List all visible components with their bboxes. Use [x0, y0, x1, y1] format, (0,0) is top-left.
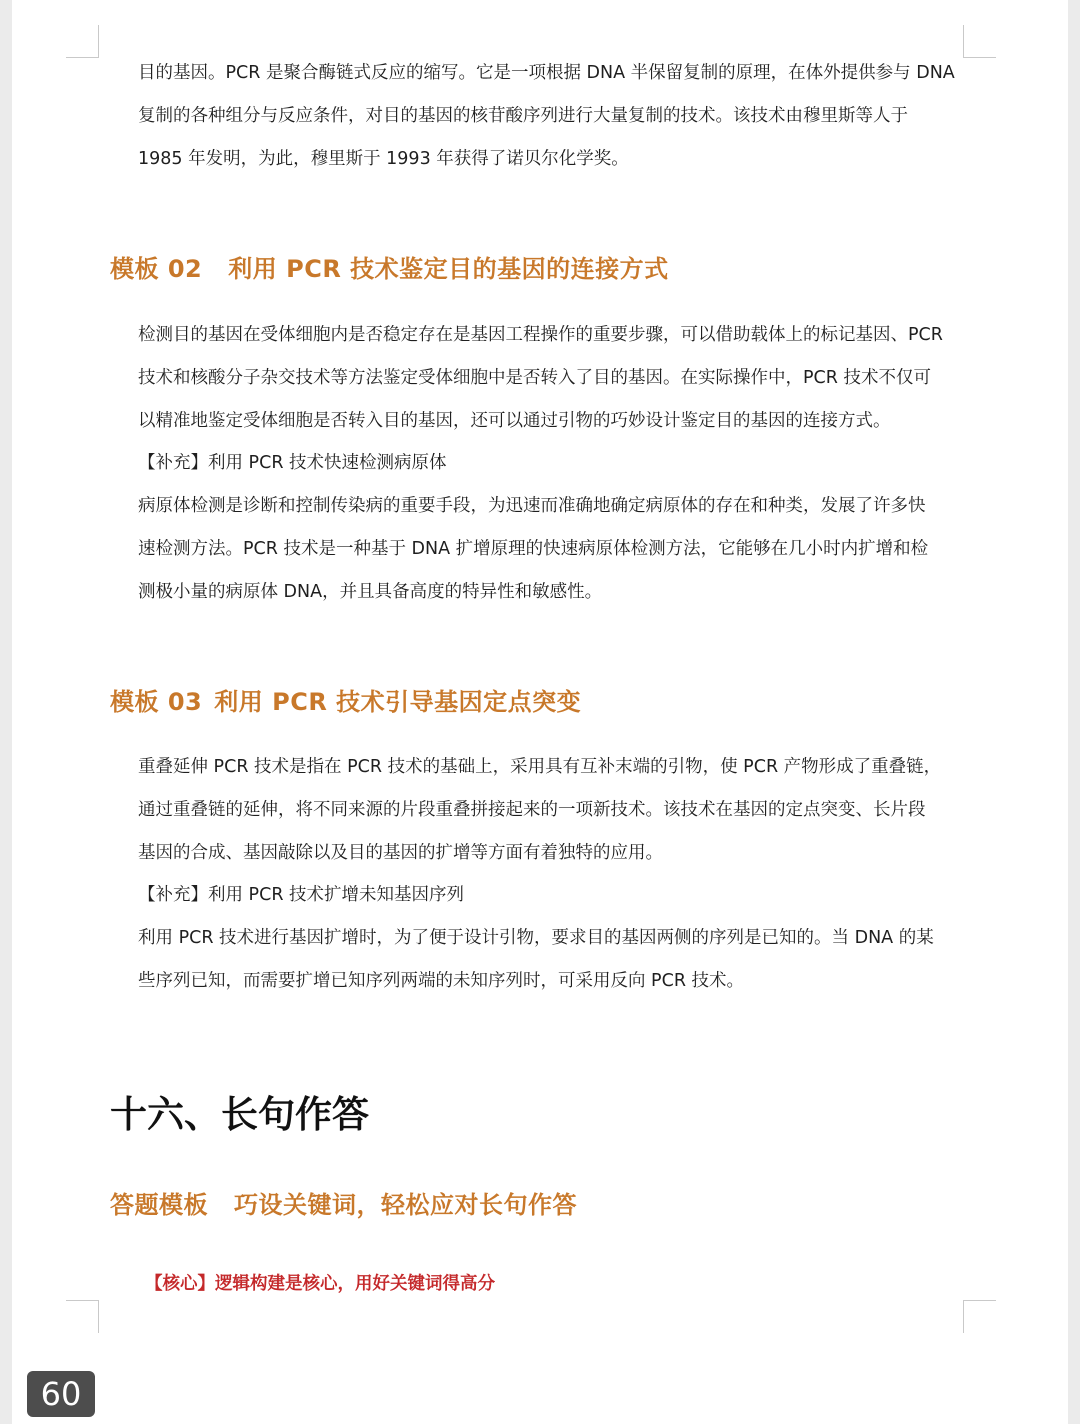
section-02-paragraph	[138, 314, 978, 443]
section-03-paragraph	[138, 746, 978, 875]
section-03-title: 利用 PCR 技术引导基因定点突变	[214, 688, 582, 716]
section-02-line: 检测目的基因在受体细胞内是否稳定存在是基因工程操作的重要步骤，可以借助载体上的标记基因、PCR	[138, 325, 943, 345]
section-03-supplement-line: 些序列已知，而需要扩增已知序列两端的未知序列时，可采用反向 PCR 技术。	[138, 971, 745, 991]
section-02-supplement-line: 速检测方法。PCR 技术是一种基于 DNA 扩增原理的快速病原体检测方法，它能够在几小时内扩增和检	[138, 539, 929, 559]
section-03-line: 重叠延伸 PCR 技术是指在 PCR 技术的基础上，采用具有互补末端的引物，使 PCR 产物形成了重叠链，	[138, 757, 942, 777]
section-03-line: 通过重叠链的延伸，将不同来源的片段重叠拼接起来的一项新技术。该技术在基因的定点突变、长片段	[138, 800, 926, 820]
section-03-line: 基因的合成、基因敲除以及目的基因的扩增等方面有着独特的应用。	[138, 843, 663, 863]
section-02-heading	[110, 252, 669, 286]
section-03-supplement-title: 【补充】利用 PCR 技术扩增未知基因序列	[138, 885, 465, 905]
section-03-supplement-paragraph	[138, 917, 978, 1003]
intro-paragraph	[138, 52, 978, 181]
section-02-supplement-title: 【补充】利用 PCR 技术快速检测病原体	[138, 453, 447, 473]
crop-mark-bottom-right	[963, 1300, 996, 1333]
crop-mark-top-left	[66, 25, 99, 58]
section-02-title: 利用 PCR 技术鉴定目的基因的连接方式	[228, 255, 669, 283]
chapter-title: 十六、长句作答	[110, 1093, 369, 1136]
section-02-line: 技术和核酸分子杂交技术等方法鉴定受体细胞中是否转入了目的基因。在实际操作中，PCR 技术不仅可	[138, 368, 931, 388]
section-02-supplement-paragraph	[138, 485, 978, 614]
intro-line: 1985 年发明，为此，穆里斯于 1993 年获得了诺贝尔化学奖。	[138, 149, 629, 169]
answer-template-heading	[110, 1188, 577, 1222]
section-02-line: 以精准地鉴定受体细胞是否转入目的基因，还可以通过引物的巧妙设计鉴定目的基因的连接方式。	[138, 411, 891, 431]
section-02-supplement-line: 病原体检测是诊断和控制传染病的重要手段，为迅速而准确地确定病原体的存在和种类，发展了许多快	[138, 496, 926, 516]
intro-line: 目的基因。PCR 是聚合酶链式反应的缩写。它是一项根据 DNA 半保留复制的原理，在体外提供参与 DNA	[138, 63, 955, 83]
page-number-badge: 60	[27, 1371, 95, 1417]
section-03-supplement-line: 利用 PCR 技术进行基因扩增时，为了便于设计引物，要求目的基因两侧的序列是已知的。当 DNA 的某	[138, 928, 934, 948]
section-02-label: 模板 02	[110, 255, 203, 283]
crop-mark-bottom-left	[66, 1300, 99, 1333]
section-03-heading	[110, 685, 581, 719]
answer-template-label: 答题模板	[110, 1191, 208, 1219]
core-note: 【核心】逻辑构建是核心，用好关键词得高分	[145, 1274, 495, 1294]
section-03-label: 模板 03	[110, 688, 203, 716]
section-02-supplement-line: 测极小量的病原体 DNA，并且具备高度的特异性和敏感性。	[138, 582, 603, 602]
answer-template-title: 巧设关键词，轻松应对长句作答	[234, 1191, 577, 1219]
intro-line: 复制的各种组分与反应条件，对目的基因的核苷酸序列进行大量复制的技术。该技术由穆里斯等人于	[138, 106, 908, 126]
